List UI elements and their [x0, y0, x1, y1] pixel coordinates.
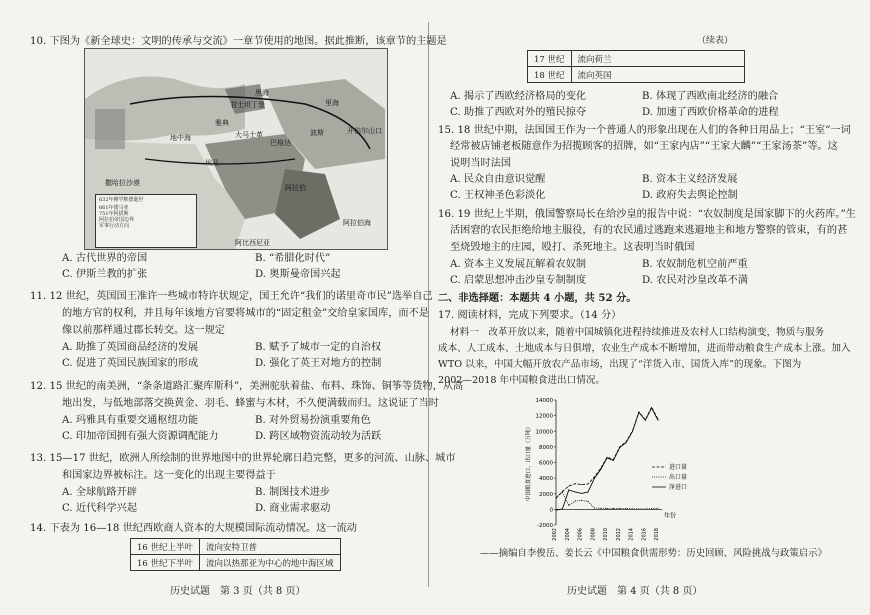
map-label-caspian: 里海	[325, 99, 339, 107]
map-label-khyber: 开伯尔山口	[347, 127, 382, 135]
data-point	[638, 412, 639, 413]
table-cell: 16 世纪上半叶	[131, 539, 200, 555]
x-tick-label: 2004	[564, 528, 571, 541]
x-tick-label: 2008	[590, 528, 597, 541]
data-point	[594, 507, 595, 508]
data-point	[600, 469, 601, 470]
y-tick-label: 6000	[539, 460, 553, 467]
x-tick-label: 2010	[603, 528, 609, 541]
data-point	[575, 501, 576, 502]
map-label-persia: 波斯	[310, 129, 324, 137]
q12-option-d: D. 跨区域物资流动较为活跃	[255, 431, 382, 442]
map-label-athens: 雅典	[215, 119, 229, 127]
legend-item-1: 661年倭马亚	[99, 205, 129, 211]
q15-option-c: C. 王权神圣色彩淡化	[450, 190, 546, 201]
q11-option-a: A. 助推了英国商品经济的发展	[62, 342, 199, 353]
map-label-arabian-sea: 阿拉伯海	[343, 219, 371, 227]
q15-option-a: A. 民众自由意识觉醒	[450, 174, 546, 185]
map-label-constantinople: 君士坦丁堡	[230, 101, 265, 109]
q12-option-a: A. 玛雅具有重要交通枢纽功能	[62, 415, 199, 426]
grain-trade-chart	[520, 392, 700, 542]
q16-line-2: 活困窘的农民拒绝给地主服役，有的农民通过逃跑来逃避地主和地方警察的管束，有的甚	[450, 225, 848, 236]
x-axis-label: 年份	[664, 512, 677, 520]
q13-line-1: 13. 15—17 世纪，欧洲人所绘制的世界地图中的世界轮廓日趋完整，更多的河流、山脉、城市	[30, 453, 456, 464]
map-label-arabia: 阿拉伯	[285, 184, 306, 192]
q11-line-3: 像以前那样通过郡长转交。这一规定	[62, 325, 225, 336]
q17-stem: 17. 阅读材料，完成下列要求。（14 分）	[438, 310, 622, 321]
data-point	[638, 508, 639, 509]
table-row	[131, 539, 341, 555]
series-line-0	[556, 407, 658, 498]
q16-line-3: 至烧毁地主的庄园，殴打、杀死地主。这表明当时俄国	[450, 242, 695, 253]
table-row	[131, 555, 341, 571]
q15-line-2: 经常被店铺老板随意作为招揽顾客的招牌，如“王家内店”“王家大麟”“王家汤茶”等。这	[450, 141, 838, 152]
q17-source: ——摘编自李俊岳、姜长云《中国粮食供需形势：历史回顾、风险挑战与政策启示》	[480, 548, 827, 559]
q12-option-c: C. 印加帝国拥有强大资源调配能力	[62, 431, 219, 442]
q11-option-d: D. 强化了英王对地方的控制	[255, 358, 382, 369]
map-figure	[84, 48, 388, 250]
series-line-2	[556, 408, 658, 510]
q13-option-c: C. 近代科学兴起	[62, 503, 138, 514]
y-tick-label: 8000	[539, 444, 553, 451]
x-tick-label: 2014	[628, 528, 635, 541]
data-point	[613, 508, 614, 509]
q10-stem: 10. 下图为《新全球史：文明的传承与交流》一章节使用的地图。据此推断，该章节的主题是	[30, 36, 447, 47]
table-cell: 流向安特卫普	[200, 539, 341, 555]
legend-item-0: 632年穆罕默德逝世	[99, 197, 144, 203]
q13-line-2: 和国家边界被标注。这一变化的出现主要得益于	[62, 470, 276, 481]
data-point	[619, 508, 620, 509]
q16-option-b: B. 农奴制危机空前严重	[642, 259, 748, 270]
data-point	[658, 420, 659, 421]
q11-option-b: B. 赋予了城市一定的自治权	[255, 342, 382, 353]
table-cell: 流向英国	[571, 67, 744, 83]
continued-label: （续表）	[697, 36, 734, 46]
legend-item-4: 军事行动方向	[99, 223, 130, 229]
q10-option-a: A. 古代世界的帝国	[62, 253, 148, 264]
data-point	[581, 484, 582, 485]
y-tick-label: 10000	[535, 429, 553, 436]
q15-option-d: D. 政府失去舆论控制	[642, 190, 738, 201]
y-axis-label: 中国粮食进口、出口量（万吨）	[526, 423, 532, 502]
data-point	[568, 505, 569, 506]
map-legend	[95, 194, 197, 248]
data-point	[587, 492, 588, 493]
q13-option-b: B. 制图技术进步	[255, 487, 331, 498]
data-point	[562, 508, 563, 509]
legend-label-0: 进口量	[669, 464, 688, 471]
data-point	[632, 508, 633, 509]
data-point	[626, 508, 627, 509]
q16-option-a: A. 资本主义发展瓦解着农奴制	[450, 259, 587, 270]
q16-option-d: D. 农民对沙皇改革不满	[642, 275, 748, 286]
q17-material-line-1: 材料一 改革开放以来，随着中国城镇化进程持续推进及农村人口结构演变，物质与服务	[450, 327, 825, 338]
y-tick-label: 0	[549, 507, 553, 514]
data-point	[568, 485, 569, 486]
q14-option-d: D. 加速了西欧价格革命的进程	[642, 107, 779, 118]
page-footer-left: 历史试题 第 3 页（共 8 页）	[170, 586, 306, 597]
data-point	[607, 458, 608, 459]
q15-line-3: 说明当时法国	[450, 158, 512, 169]
y-tick-label: 2000	[539, 491, 553, 498]
data-point	[632, 431, 633, 432]
x-tick-label: 2012	[615, 528, 622, 541]
q11-line-1: 11. 12 世纪，英国国王准许一些城市特许状规定，国王允许“我们的诺里奇市民”选举自己	[30, 291, 433, 302]
q14-option-a: A. 揭示了西欧经济格局的变化	[450, 91, 587, 102]
data-point	[651, 508, 652, 509]
data-point	[600, 508, 601, 509]
q16-line-1: 16. 19 世纪上半期，俄国警察局长在给沙皇的报告中说：“农奴制度是国家脚下的火药库。”生	[438, 209, 856, 220]
table-cell: 流向以热那亚为中心的地中海区域	[200, 555, 341, 571]
table-row	[528, 51, 745, 67]
data-point	[556, 510, 557, 511]
section-2-heading: 二、非选择题：本题共 4 小题，共 52 分。	[438, 292, 637, 304]
data-point	[575, 483, 576, 484]
q17-material-line-2: 成本、人工成本、土地成本与日俱增，农业生产成本不断增加，进而带动粮食生产成本上涨。加入	[438, 343, 851, 354]
data-point	[619, 447, 620, 448]
legend-label-1: 出口量	[669, 474, 688, 481]
x-tick-label: 2018	[654, 528, 660, 541]
y-tick-label: 14000	[535, 398, 553, 404]
data-point	[581, 500, 582, 501]
map-label-black-sea: 黑海	[255, 89, 269, 97]
data-point	[594, 478, 595, 479]
data-point	[658, 508, 659, 509]
y-tick-label: 12000	[535, 413, 553, 420]
q12-line-2: 地出发，与低地部落交换黄金、羽毛、蜂蜜与木材，不久便满载而归。这说证了当时	[62, 398, 439, 409]
q12-line-1: 12. 15 世纪的南美洲，“条条道路汇聚库斯科”，美洲驼驮着盐、布料、珠饰、铜筝等货物，从高	[30, 381, 464, 392]
data-point	[607, 457, 608, 458]
y-tick-label: -2000	[537, 523, 553, 529]
q10-option-d: D. 奥斯曼帝国兴起	[255, 269, 341, 280]
q16-option-c: C. 启蒙思想冲击沙皇专制制度	[450, 275, 587, 286]
map-label-sahara: 撒哈拉沙漠	[105, 179, 140, 187]
x-tick-label: 2002	[552, 528, 558, 541]
table-cell: 16 世纪下半叶	[131, 555, 200, 571]
data-point	[568, 489, 569, 490]
data-point	[651, 408, 652, 409]
legend-label-2: 净进口	[669, 484, 688, 491]
page-footer-right: 历史试题 第 4 页（共 8 页）	[567, 586, 703, 597]
x-tick-label: 2016	[641, 528, 648, 541]
x-tick-label: 2006	[577, 528, 584, 541]
data-point	[645, 508, 646, 509]
map-label-mediterranean: 地中海	[170, 134, 191, 142]
q11-line-2: 的地方官的权利，并且每年该地方官要将城市的“固定租金”交给皇家国库，而不是	[62, 308, 429, 319]
q13-option-a: A. 全球航路开辟	[62, 487, 137, 498]
table-row	[528, 67, 745, 83]
map-label-baghdad: 巴格达	[270, 139, 291, 147]
q15-option-b: B. 资本主义经济发展	[642, 174, 738, 185]
q14-table-left	[130, 538, 341, 571]
q14-option-c: C. 助推了西欧对外的殖民掠夺	[450, 107, 587, 118]
map-label-abyssinia: 阿比西尼亚	[235, 239, 270, 247]
data-point	[626, 442, 627, 443]
table-cell: 18 世纪	[528, 67, 572, 83]
data-point	[607, 508, 608, 509]
q14-option-b: B. 体现了西欧南北经济的融合	[642, 91, 779, 102]
q17-material-line-3: WTO 以来，中国大幅开放农产品市场，出现了“洋货入市、国货入库”的现象。下图为	[438, 359, 802, 370]
table-cell: 17 世纪	[528, 51, 572, 67]
data-point	[575, 491, 576, 492]
data-point	[556, 497, 557, 498]
data-point	[587, 484, 588, 485]
series-line-1	[556, 492, 658, 509]
data-point	[562, 491, 563, 492]
q15-line-1: 15. 18 世纪中期，法国国王作为一个普通人的形象出现在人们的各种日用品上；“王室”一词	[438, 125, 851, 136]
q11-option-c: C. 促进了英国民族国家的形成	[62, 358, 199, 369]
q10-option-c: C. 伊斯兰教的扩张	[62, 269, 148, 280]
data-point	[581, 493, 582, 494]
q12-option-b: B. 对外贸易扮演重要角色	[255, 415, 371, 426]
legend-item-2: 751年阿拔斯	[99, 211, 129, 217]
q13-option-d: D. 商业需求驱动	[255, 503, 331, 514]
table-cell: 流向荷兰	[571, 51, 744, 67]
map-label-egypt: 埃及	[205, 159, 219, 167]
q14-stem: 14. 下表为 16—18 世纪西欧商人资本的大规模国际流动情况。这一流动	[30, 523, 357, 534]
y-tick-label: 4000	[539, 476, 553, 483]
map-label-damascus: 大马士革	[235, 131, 263, 139]
q17-material-line-4: 2002—2018 年中国粮食进出口情况。	[438, 375, 606, 386]
q10-option-b: B. “希腊化时代”	[255, 253, 331, 264]
data-point	[645, 420, 646, 421]
data-point	[613, 460, 614, 461]
legend-item-3: 阿拉伯帝国边界	[99, 217, 135, 223]
q14-table-right	[527, 50, 745, 83]
data-point	[587, 501, 588, 502]
